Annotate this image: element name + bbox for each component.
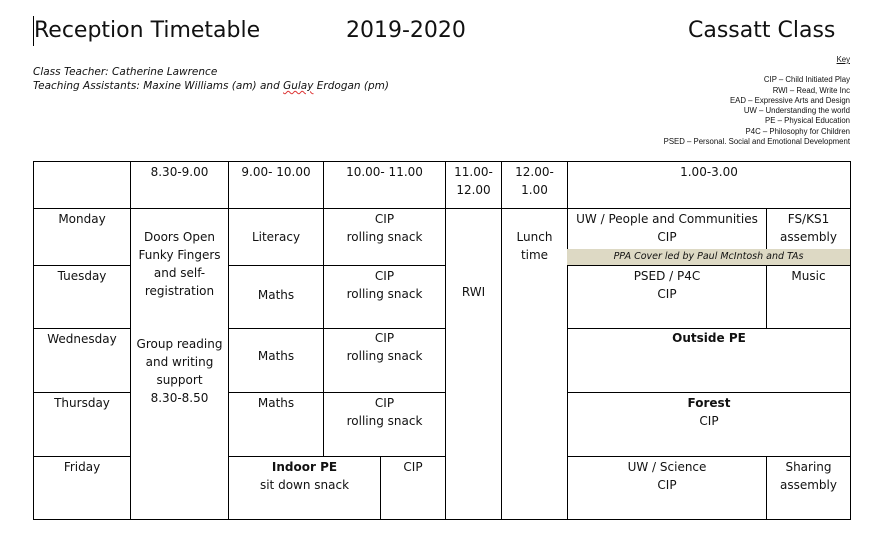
rolling-snack-label: rolling snack <box>346 414 423 428</box>
tue-psed-p4c <box>568 267 766 303</box>
group-line-2: and writing <box>145 355 214 369</box>
tue-maths: Maths <box>257 288 295 302</box>
day-thursday: Thursday <box>54 396 110 410</box>
key-item-ead: EAD – Expressive Arts and Design <box>729 95 850 105</box>
doors-line-3: and self- <box>153 266 206 280</box>
lunch-label: Lunch <box>516 230 553 244</box>
time-1100-end: 12.00 <box>456 183 491 197</box>
rwi-block: RWI <box>461 285 486 299</box>
assembly-label: assembly <box>780 478 837 492</box>
time-label: time <box>520 248 549 262</box>
time-1100-start: 11.00- <box>454 165 493 179</box>
school-year: 2019-2020 <box>346 18 466 43</box>
doors-open-block <box>131 228 228 300</box>
key-item-rwi: RWI – Read, Write Inc <box>772 85 850 95</box>
mon-cip-snack <box>324 210 445 246</box>
cip-label: CIP <box>657 478 677 492</box>
assistants-suffix: Erdogan (pm) <box>313 80 389 92</box>
key-item-p4c: P4C – Philosophy for Children <box>745 126 850 136</box>
cip-label: CIP <box>374 212 395 226</box>
lunch-block <box>502 228 567 264</box>
time-1200-start: 12.00- <box>515 165 554 179</box>
key-item-cip: CIP – Child Initiated Play <box>763 75 850 85</box>
fri-uw-science <box>568 458 766 494</box>
group-line-4: 8.30-8.50 <box>150 391 209 405</box>
fs-ks1-label: FS/KS1 <box>787 212 830 226</box>
cip-label: CIP <box>374 331 395 345</box>
thu-maths: Maths <box>257 396 295 410</box>
forest-label: Forest <box>687 396 731 410</box>
sharing-label: Sharing <box>785 460 832 474</box>
spellcheck-word[interactable]: Gulay <box>283 80 314 92</box>
time-1200-100 <box>502 163 567 199</box>
time-1000-1100: 10.00- 11.00 <box>346 165 423 179</box>
cip-label: CIP <box>657 287 677 301</box>
key-title: Key <box>836 55 850 64</box>
wed-outside-pe: Outside PE <box>672 331 746 345</box>
tue-cip-snack <box>324 267 445 303</box>
rolling-snack-label: rolling snack <box>346 287 423 301</box>
teaching-assistants <box>33 79 389 93</box>
fri-cip: CIP <box>403 460 423 474</box>
key-item-psed: PSED – Personal. Social and Emotional Development <box>663 137 850 147</box>
ppa-cover-note: PPA Cover led by Paul McIntosh and TAs <box>567 249 850 265</box>
uw-science-label: UW / Science <box>627 460 707 474</box>
doors-line-1: Doors Open <box>144 230 215 244</box>
time-900-1000: 9.00- 10.00 <box>241 165 311 179</box>
fri-indoor-pe <box>229 458 380 494</box>
cip-label: CIP <box>374 396 395 410</box>
time-830-900: 8.30-9.00 <box>150 165 209 179</box>
indoor-pe-label: Indoor PE <box>271 460 338 474</box>
day-wednesday: Wednesday <box>47 332 117 346</box>
group-line-1: Group reading <box>136 337 223 351</box>
rolling-snack-label: rolling snack <box>346 230 423 244</box>
uw-people-label: UW / People and Communities <box>576 212 758 226</box>
assembly-label: assembly <box>780 230 837 244</box>
sit-down-snack-label: sit down snack <box>259 478 350 492</box>
time-1100-1200 <box>446 163 501 199</box>
thu-cip-snack <box>324 394 445 430</box>
day-tuesday: Tuesday <box>57 269 107 283</box>
psed-p4c-label: PSED / P4C <box>633 269 701 283</box>
cip-label: CIP <box>657 230 677 244</box>
key-legend <box>664 55 850 147</box>
doors-line-4: registration <box>144 284 215 298</box>
class-name: Cassatt Class <box>688 18 836 43</box>
mon-uw-people <box>568 210 766 246</box>
class-teacher: Class Teacher: Catherine Lawrence <box>33 66 218 78</box>
day-monday: Monday <box>58 212 106 226</box>
key-item-pe: PE – Physical Education <box>765 116 850 126</box>
time-100-300: 1.00-3.00 <box>680 165 738 179</box>
time-1200-end: 1.00 <box>521 183 548 197</box>
key-item-uw: UW – Understanding the world <box>743 106 850 116</box>
cip-label: CIP <box>699 414 719 428</box>
mon-literacy: Literacy <box>251 230 301 244</box>
fri-sharing-assembly <box>767 458 850 494</box>
wed-cip-snack <box>324 329 445 365</box>
day-friday: Friday <box>63 460 101 474</box>
thu-forest <box>568 394 850 430</box>
wed-maths: Maths <box>257 349 295 363</box>
doors-line-2: Funky Fingers <box>138 248 221 262</box>
tue-music: Music <box>791 269 826 283</box>
group-reading-block <box>131 335 228 407</box>
assistants-prefix: Teaching Assistants: Maxine Williams (am) and <box>33 80 284 92</box>
mon-fs-ks1-assembly <box>767 210 850 246</box>
group-line-3: support <box>156 373 203 387</box>
cip-label: CIP <box>374 269 395 283</box>
rolling-snack-label: rolling snack <box>346 349 423 363</box>
page-title: Reception Timetable <box>34 18 261 43</box>
